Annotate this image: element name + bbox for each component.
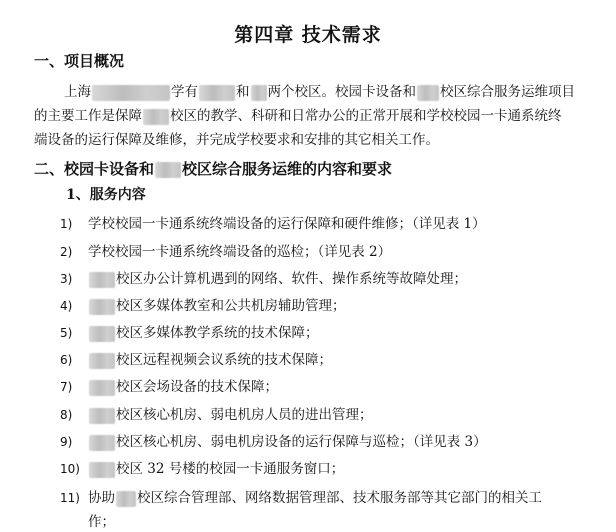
section-heading-contents bbox=[34, 158, 392, 179]
redacted-block bbox=[89, 272, 115, 288]
list-item bbox=[60, 240, 391, 260]
list-item-number: 7) bbox=[60, 380, 73, 394]
list-item-number: 10) bbox=[60, 462, 80, 476]
list-item bbox=[60, 348, 332, 369]
redacted-block bbox=[89, 299, 115, 315]
overview-text: 的主要工作是保障 bbox=[34, 108, 142, 124]
overview-text: 校区综合服务运维项目 bbox=[440, 84, 575, 100]
list-item-text: 校区办公计算机遇到的网络、软件、操作系统等故障处理； bbox=[116, 271, 467, 287]
list-item bbox=[60, 430, 487, 451]
redacted-block bbox=[89, 353, 115, 369]
list-item bbox=[60, 212, 486, 232]
redacted-block bbox=[417, 85, 439, 101]
list-item-text: 学校校园一卡通系统终端设备的巡检；（详见表 2） bbox=[88, 244, 392, 260]
list-item-number: 8) bbox=[60, 408, 73, 422]
redacted-block bbox=[116, 491, 136, 507]
list-item bbox=[60, 294, 346, 315]
list-item-text: 校区会场设备的技术保障； bbox=[116, 379, 278, 395]
list-item-continuation: 作； bbox=[88, 514, 115, 530]
section-heading-overview: 一、项目概况 bbox=[34, 52, 125, 70]
list-item-number: 5) bbox=[60, 326, 73, 340]
list-item-text: 校区综合管理部、网络数据管理部、技术服务部等其它部门的相关工 bbox=[137, 490, 542, 506]
overview-text: 上海 bbox=[64, 84, 91, 100]
overview-text: 校区的教学、科研和日常办公的正常开展和学校校园一卡通系统终 bbox=[170, 108, 562, 124]
sub-heading-service-content: 1、服务内容 bbox=[66, 187, 146, 203]
list-item-text: 校区 32 号楼的校园一卡通服务窗口； bbox=[116, 461, 345, 477]
chapter-title: 第四章 技术需求 bbox=[234, 24, 382, 46]
list-item-text: 学校校园一卡通系统终端设备的运行保障和硬件维修；（详见表 1） bbox=[88, 216, 486, 232]
overview-text: 学有 bbox=[171, 84, 198, 100]
overview-line-3: 端设备的运行保障及维修，并完成学校要求和安排的其它相关工作。 bbox=[34, 132, 439, 148]
list-item-text: 协助 bbox=[88, 490, 115, 506]
list-item-number: 9) bbox=[60, 435, 73, 449]
list-item-text: 校区多媒体教室和公共机房辅助管理； bbox=[116, 298, 346, 314]
list-item-text: 校区远程视频会议系统的技术保障； bbox=[116, 352, 332, 368]
list-item-number: 4) bbox=[60, 299, 73, 313]
redacted-block bbox=[89, 408, 115, 424]
redacted-block bbox=[92, 85, 170, 101]
list-item-number: 2) bbox=[60, 245, 73, 259]
list-item bbox=[60, 403, 373, 424]
list-item bbox=[60, 457, 344, 478]
redacted-block bbox=[89, 326, 115, 342]
redacted-block bbox=[89, 435, 115, 451]
list-item bbox=[60, 267, 467, 288]
overview-text: 和 bbox=[236, 84, 250, 100]
redacted-block bbox=[251, 85, 267, 101]
overview-line-2 bbox=[34, 104, 562, 125]
redacted-block bbox=[155, 162, 181, 178]
redacted-block bbox=[143, 109, 169, 125]
overview-text: 两个校区。校园卡设备和 bbox=[267, 84, 416, 100]
redacted-block bbox=[89, 380, 115, 396]
list-item-number: 3) bbox=[60, 272, 73, 286]
list-item-number: 1) bbox=[60, 217, 73, 231]
heading-text: 校区综合服务运维的内容和要求 bbox=[182, 160, 393, 178]
redacted-block bbox=[199, 85, 235, 101]
list-item bbox=[60, 321, 319, 342]
list-item-text: 校区多媒体教学系统的技术保障； bbox=[116, 325, 319, 341]
overview-line-1 bbox=[64, 80, 575, 101]
list-item bbox=[60, 486, 542, 507]
list-item-text: 校区核心机房、弱电机房设备的运行保障与巡检；（详见表 3） bbox=[116, 434, 487, 450]
list-item-number: 6) bbox=[60, 353, 73, 367]
redacted-block bbox=[89, 462, 115, 478]
heading-text: 二、校园卡设备和 bbox=[34, 160, 155, 178]
list-item-text: 校区核心机房、弱电机房人员的进出管理； bbox=[116, 407, 373, 423]
list-item bbox=[60, 375, 278, 396]
list-item-number: 11) bbox=[60, 491, 80, 505]
